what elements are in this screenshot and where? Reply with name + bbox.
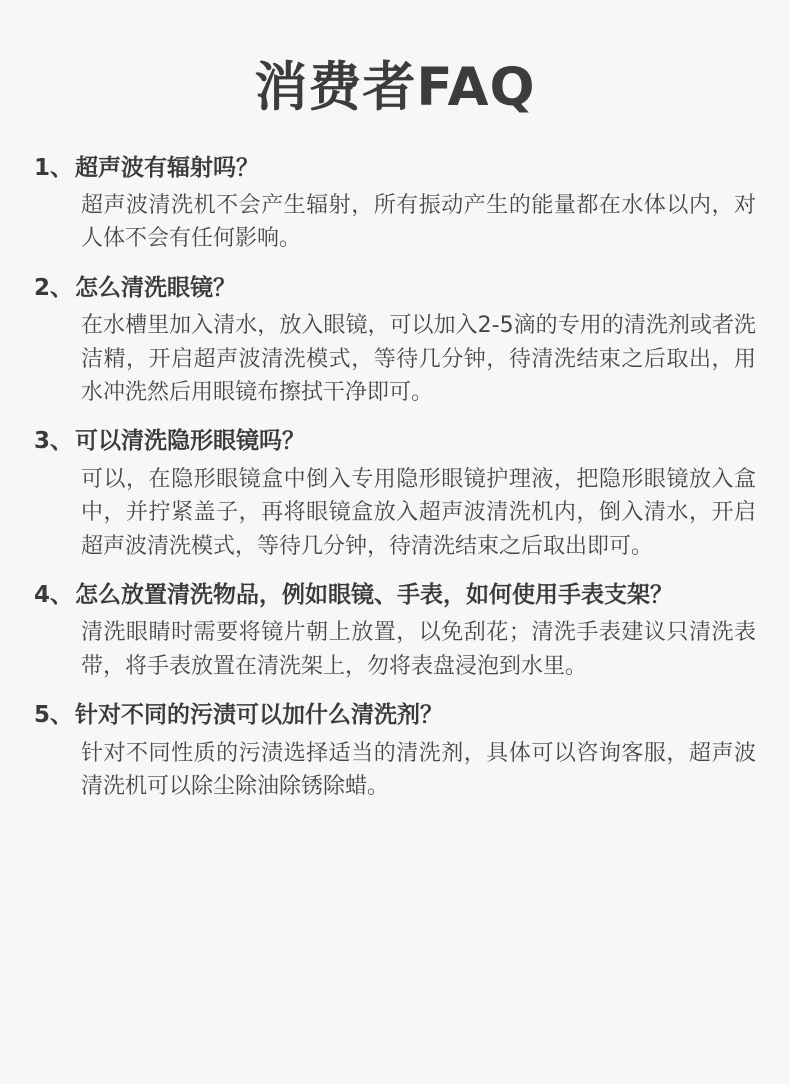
faq-question-row xyxy=(34,579,756,612)
faq-item-number: 2、 xyxy=(34,274,74,301)
faq-item xyxy=(34,579,756,683)
faq-answer-text: 清洗眼睛时需要将镜片朝上放置，以免刮花；清洗手表建议只清洗表带，将手表放置在清洗架上，勿将表盘浸泡到水里。 xyxy=(81,620,756,679)
faq-item-number: 1、 xyxy=(34,154,74,181)
faq-question-text: 针对不同的污渍可以加什么清洗剂？ xyxy=(75,702,444,729)
faq-item-number: 4、 xyxy=(34,582,74,609)
faq-item-number: 3、 xyxy=(34,428,74,455)
faq-item xyxy=(34,699,756,803)
faq-answer-text: 可以，在隐形眼镜盒中倒入专用隐形眼镜护理液，把隐形眼镜放入盒中，并拧紧盖子，再将眼镜盒放入超声波清洗机内，倒入清水，开启超声波清洗模式，等待几分钟，待清洗结束之后取出即可。 xyxy=(81,466,756,559)
faq-answer-text: 在水槽里加入清水，放入眼镜，可以加入2-5滴的专用的清洗剂或者洗洁精，开启超声波清洗模式，等待几分钟，待清洗结束之后取出，用水冲洗然后用眼镜布擦拭干净即可。 xyxy=(81,313,756,406)
faq-question-text: 怎么放置清洗物品，例如眼镜、手表，如何使用手表支架？ xyxy=(75,582,674,609)
faq-item xyxy=(34,425,756,563)
faq-question-text: 怎么清洗眼镜？ xyxy=(75,274,237,301)
faq-item-number: 5、 xyxy=(34,702,74,729)
faq-item xyxy=(34,272,756,410)
faq-question-row xyxy=(34,152,756,185)
faq-question-row xyxy=(34,699,756,732)
faq-question-row xyxy=(34,272,756,305)
faq-answer-text: 超声波清洗机不会产生辐射，所有振动产生的能量都在水体以内，对人体不会有任何影响。 xyxy=(81,192,756,252)
faq-question-row xyxy=(34,425,756,458)
faq-question-text: 可以清洗隐形眼镜吗？ xyxy=(75,428,306,455)
page-title: 消费者FAQ xyxy=(254,57,536,118)
faq-item xyxy=(34,152,756,256)
faq-question-text: 超声波有辐射吗？ xyxy=(75,154,260,181)
faq-list xyxy=(34,152,756,804)
faq-answer-text: 针对不同性质的污渍选择适当的清洗剂，具体可以咨询客服，超声波清洗机可以除尘除油除锈除蜡。 xyxy=(81,740,756,800)
